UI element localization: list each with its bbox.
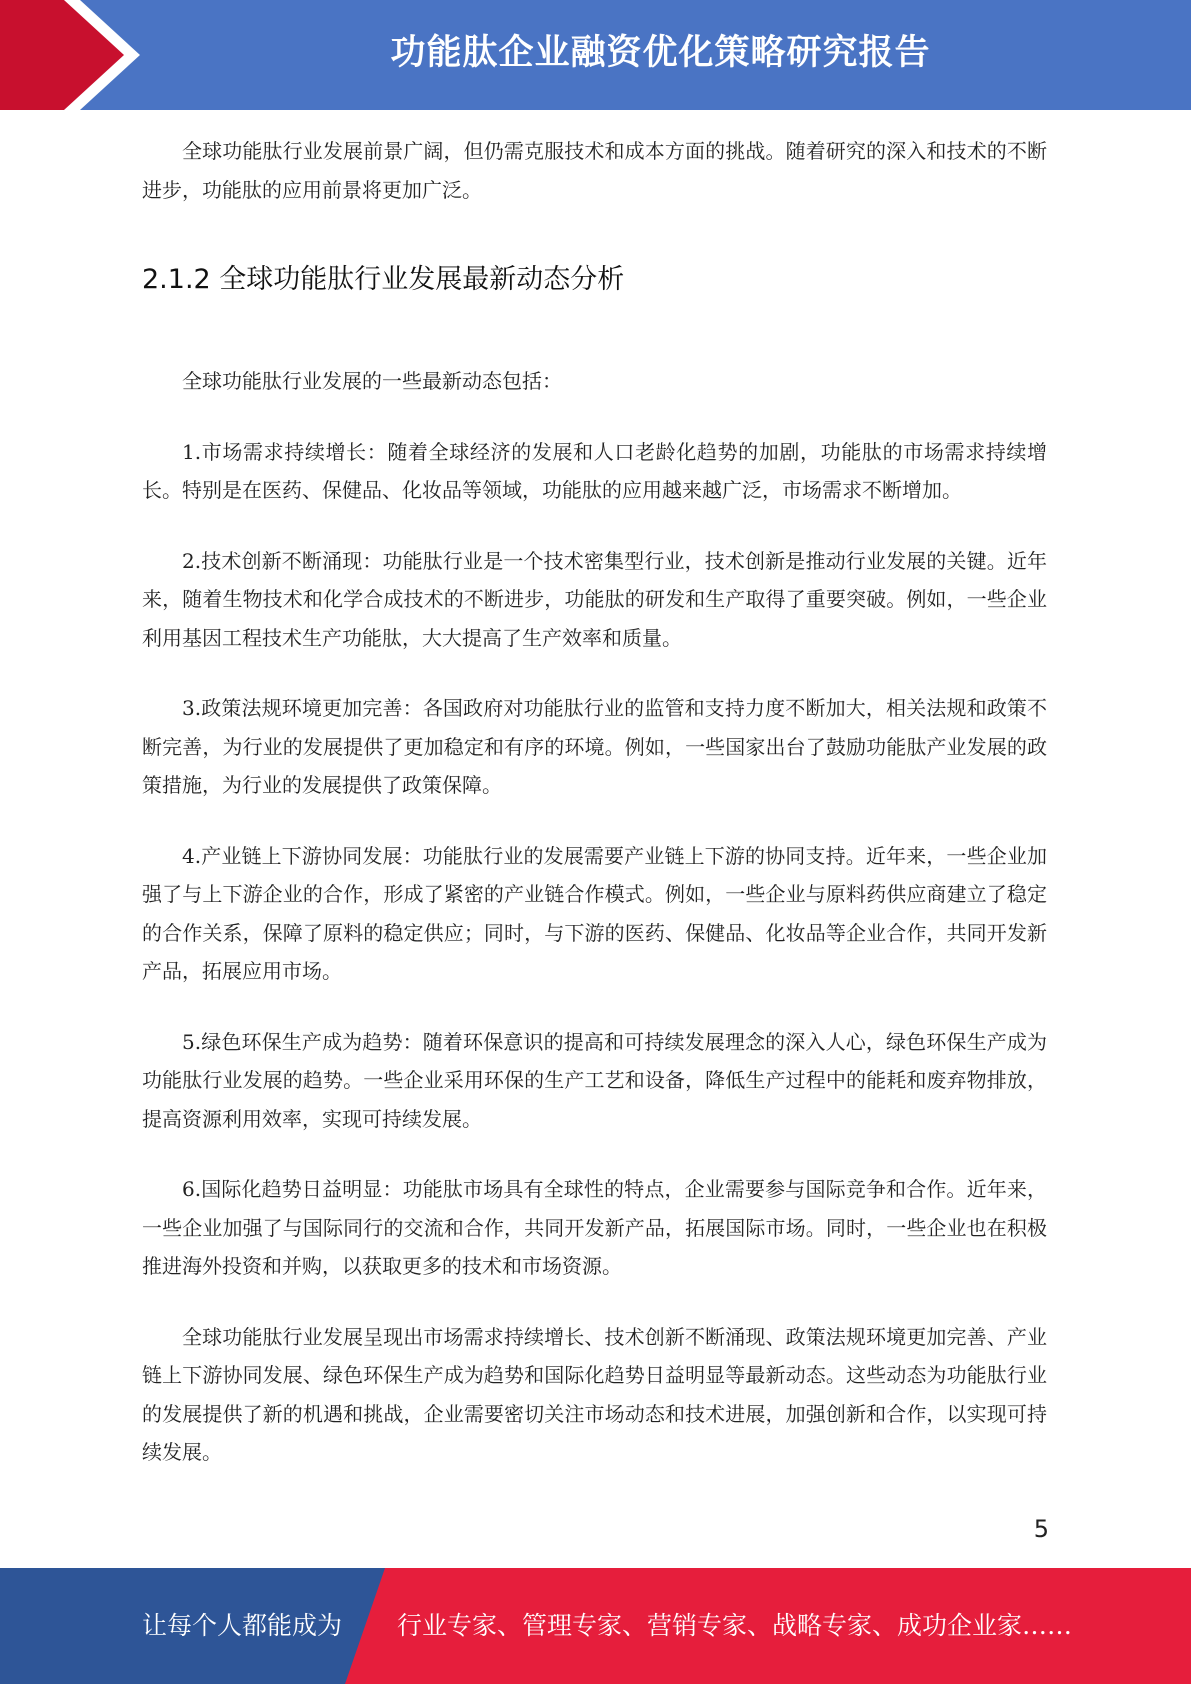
summary-paragraph: 全球功能肽行业发展呈现出市场需求持续增长、技术创新不断涌现、政策法规环境更加完善、产业链上下游协同发展、绿色环保生产成为趋势和国际化趋势日益明显等最新动态。这些动态为功能肽行业的发展提供了新的机遇和挑战，企业需要密切关注市场动态和技术进展，加强创新和合作，以实现可持续发展。 [142,1324,1047,1464]
list-item-5: 5.绿色环保生产成为趋势：随着环保意识的提高和可持续发展理念的深入人心，绿色环保生产成为功能肽行业发展的趋势。一些企业采用环保的生产工艺和设备，降低生产过程中的能耗和废弃物排放，提高资源利用效率，实现可持续发展。 [142,1029,1047,1131]
footer-banner [0,1568,1191,1684]
document-body [142,132,1047,1472]
page-number: 5 [1033,1515,1049,1543]
header-banner [0,0,1191,110]
list-item-2: 2.技术创新不断涌现：功能肽行业是一个技术密集型行业，技术创新是推动行业发展的关键。近年来，随着生物技术和化学合成技术的不断进步，功能肽的研发和生产取得了重要突破。例如，一些企业利用基因工程技术生产功能肽，大大提高了生产效率和质量。 [142,548,1047,650]
header-arrow-decoration [0,0,160,110]
intro-paragraph: 全球功能肽行业发展前景广阔，但仍需克服技术和成本方面的挑战。随着研究的深入和技术的不断进步，功能肽的应用前景将更加广泛。 [142,139,1047,202]
list-item-6: 6.国际化趋势日益明显：功能肽市场具有全球性的特点，企业需要参与国际竞争和合作。近年来，一些企业加强了与国际同行的交流和合作，共同开发新产品，拓展国际市场。同时，一些企业也在积极推进海外投资和并购，以获取更多的技术和市场资源。 [142,1177,1047,1278]
list-item-3: 3.政策法规环境更加完善：各国政府对功能肽行业的监管和支持力度不断加大，相关法规和政策不断完善，为行业的发展提供了更加稳定和有序的环境。例如，一些国家出台了鼓励功能肽产业发展的政策措施，为行业的发展提供了政策保障。 [142,696,1047,797]
footer-slogan-right: 行业专家、管理专家、营销专家、战略专家、成功企业家…… [397,1611,1073,1640]
list-item-1: 1.市场需求持续增长：随着全球经济的发展和人口老龄化趋势的加剧，功能肽的市场需求持续增长。特别是在医药、保健品、化妆品等领域，功能肽的应用越来越广泛，市场需求不断增加。 [142,439,1047,502]
section-lead: 全球功能肽行业发展的一些最新动态包括： [182,369,562,393]
report-title: 功能肽企业融资优化策略研究报告 [390,33,931,73]
section-heading: 2.1.2 全球功能肽行业发展最新动态分析 [142,264,625,295]
list-item-4: 4.产业链上下游协同发展：功能肽行业的发展需要产业链上下游的协同支持。近年来，一些企业加强了与上下游企业的合作，形成了紧密的产业链合作模式。例如，一些企业与原料药供应商建立了稳定的合作关系，保障了原料的稳定供应；同时，与下游的医药、保健品、化妆品等企业合作，共同开发新产品，拓展应用市场。 [142,843,1047,983]
footer-slogan-left: 让每个人都能成为 [142,1611,343,1640]
